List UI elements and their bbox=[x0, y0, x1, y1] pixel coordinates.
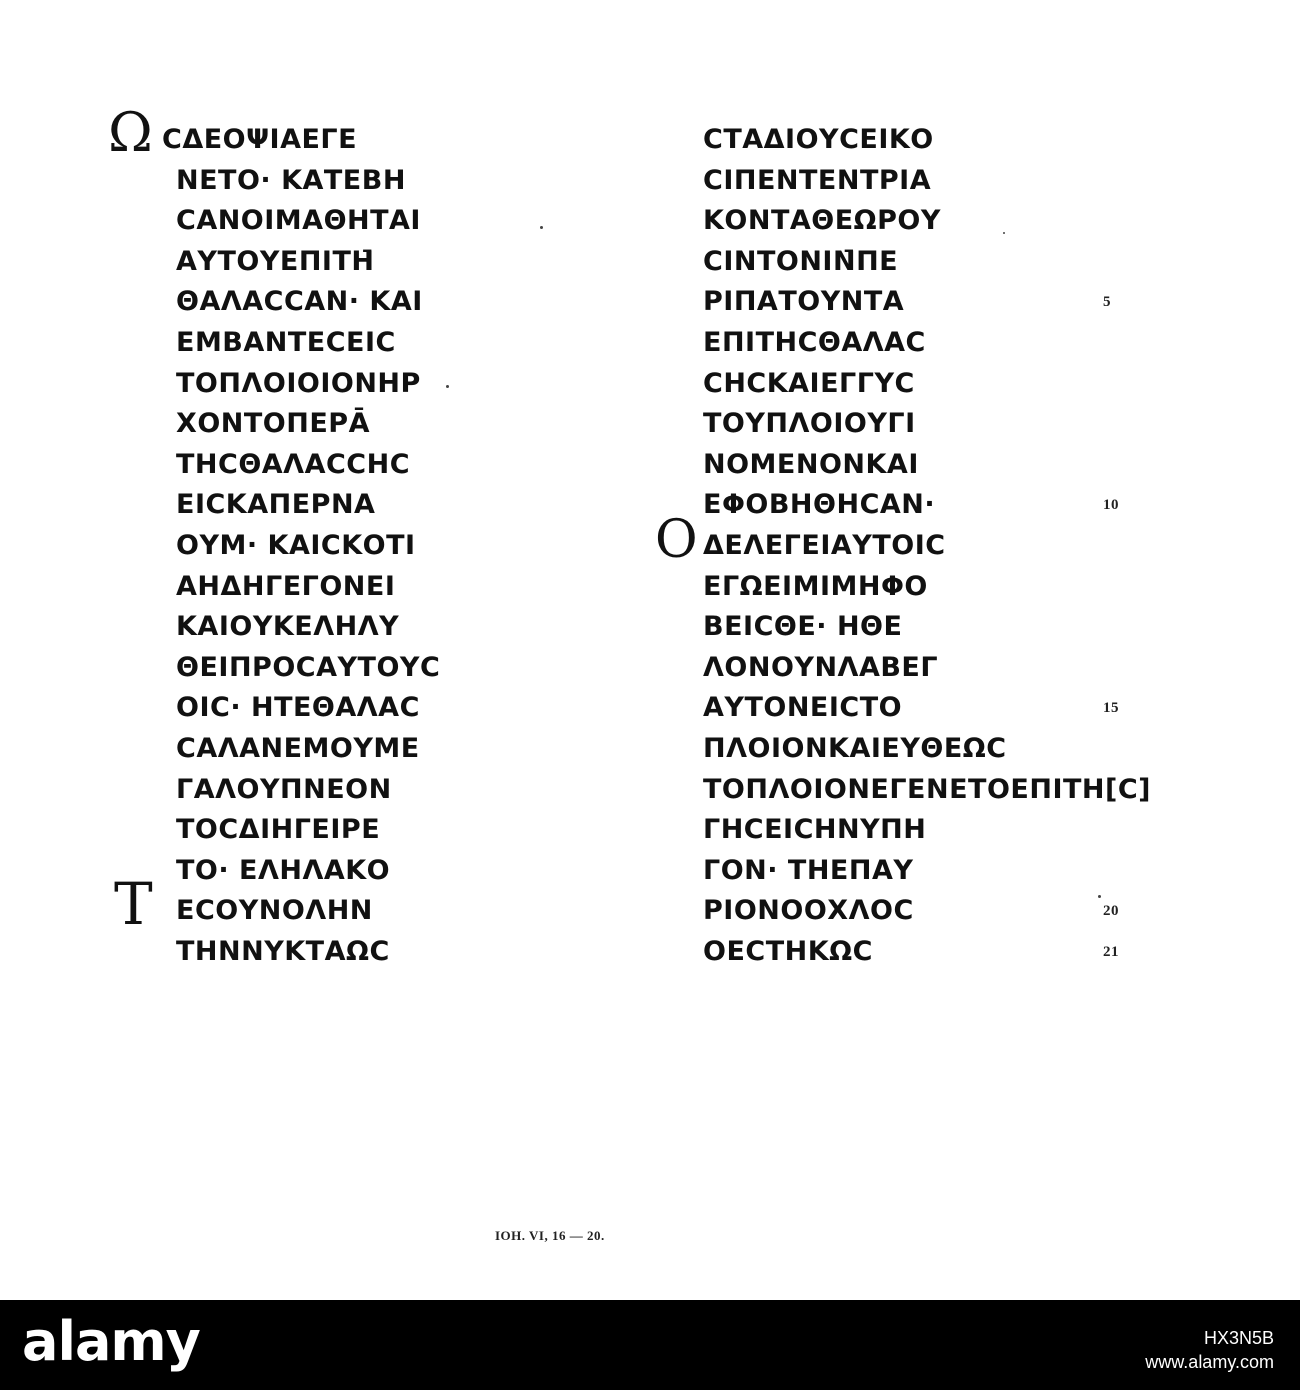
watermark-footer bbox=[0, 1300, 1300, 1390]
line-text: ΔΕΛΕΓΕΙΑΥΤΟΙC bbox=[703, 529, 946, 561]
line-text: ΤΟCΔΙΗΓΕΙΡΕ bbox=[176, 814, 381, 846]
line-text: ΤΟ· ΕΛΗΛΑΚΟ bbox=[176, 854, 391, 886]
text-line bbox=[655, 282, 1255, 323]
line-text: ΡΙΟΝΟΟΧΛΟC bbox=[703, 895, 914, 927]
line-text: CΙΝΤΟΝΙΝ̄ΠΕ bbox=[703, 245, 899, 277]
text-line bbox=[108, 282, 608, 323]
line-text: CΙΠΕΝΤΕΝΤΡΙΑ bbox=[703, 164, 932, 196]
text-line bbox=[108, 526, 608, 567]
text-line bbox=[108, 242, 608, 283]
line-text: CΤΑΔΙΟΥCΕΙΚΟ bbox=[703, 124, 934, 155]
line-text: ΝΕΤΟ· ΚΑΤΕΒΗ bbox=[176, 164, 406, 196]
line-text: CΑΛΑΝΕΜΟΥΜΕ bbox=[176, 732, 420, 764]
line-text: ΠΛΟΙΟΝΚΑΙΕΥΘΕΩC bbox=[703, 732, 1007, 764]
text-line bbox=[655, 485, 1255, 526]
text-line bbox=[655, 688, 1255, 729]
line-text: ΑΗΔΗΓΕΓΟΝΕΙ bbox=[176, 570, 396, 602]
line-text: ΕΜΒΑΝΤΕCΕΙC bbox=[176, 326, 396, 358]
line-text: ΑΥΤΟΝΕΙCΤΟ bbox=[703, 692, 903, 724]
text-line bbox=[108, 445, 608, 486]
line-text: ΡΙΠΑΤΟΥΝΤΑ bbox=[703, 286, 905, 318]
line-text: ΕΠΙΤΗCΘΑΛΑC bbox=[703, 326, 926, 358]
text-line bbox=[108, 810, 608, 851]
text-line bbox=[108, 404, 608, 445]
text-line bbox=[108, 101, 608, 164]
text-line bbox=[108, 364, 608, 405]
footer-url: www.alamy.com bbox=[1145, 1352, 1274, 1372]
line-text: ΕCΟΥΝΟΛΗΝ bbox=[176, 895, 373, 927]
text-line bbox=[655, 851, 1255, 892]
left-text-column bbox=[108, 101, 608, 972]
text-line bbox=[655, 120, 1255, 161]
initial-letter-omicron: Ο bbox=[655, 509, 699, 570]
line-text: ΟΕCΤΗΚΩC bbox=[703, 935, 873, 967]
text-line bbox=[108, 648, 608, 689]
line-number: 10 bbox=[1103, 497, 1119, 514]
text-line bbox=[655, 364, 1255, 405]
dust-speck bbox=[540, 226, 543, 229]
line-text: CΗCΚΑΙΕΓΓΥC bbox=[703, 367, 915, 399]
initial-letter-omega: Ω bbox=[108, 101, 154, 164]
line-text: ΟΥΜ· ΚΑΙCΚΟΤΙ bbox=[176, 529, 416, 561]
text-line bbox=[655, 161, 1255, 202]
alamy-logo: alamy bbox=[22, 1310, 200, 1373]
line-text: CΔΕΟΨΙΑΕΓΕ bbox=[162, 124, 358, 155]
line-text: ΘΕΙΠΡΟCΑΥΤΟΥC bbox=[176, 651, 441, 683]
text-line bbox=[108, 851, 608, 892]
line-text: ΛΟΝΟΥΝΛΑΒΕΓ bbox=[703, 651, 939, 683]
dust-speck bbox=[1003, 232, 1005, 234]
line-text: ΑΥΤΟΥΕΠΙΤΗ̄ bbox=[176, 245, 375, 277]
text-line bbox=[655, 567, 1255, 608]
text-line bbox=[108, 201, 608, 242]
text-line bbox=[655, 509, 1255, 570]
line-text: ΤΟΥΠΛΟΙΟΥΓΙ bbox=[703, 408, 916, 440]
text-line bbox=[108, 932, 608, 973]
text-line bbox=[655, 729, 1255, 770]
text-line bbox=[655, 770, 1255, 811]
initial-letter-tau: Τ bbox=[114, 870, 154, 939]
text-line bbox=[655, 323, 1255, 364]
image-id: HX3N5B bbox=[1203, 1328, 1274, 1348]
line-text: ΓΗCΕΙCΗΝΥΠΗ bbox=[703, 814, 927, 846]
text-line bbox=[108, 688, 608, 729]
text-line bbox=[655, 445, 1255, 486]
text-line bbox=[108, 729, 608, 770]
line-number: 20 bbox=[1103, 903, 1119, 920]
text-line bbox=[655, 891, 1255, 932]
line-text: ΤΗCΘΑΛΑCCΗC bbox=[176, 448, 411, 480]
line-text: ΕΙCΚΑΠΕΡΝΑ bbox=[176, 489, 376, 521]
text-line bbox=[108, 770, 608, 811]
text-line bbox=[655, 932, 1255, 973]
line-text: ΤΟΠΛΟΙΟΝΕΓΕΝΕΤΟΕΠΙΤΗ[C] bbox=[703, 773, 1152, 805]
line-text: ΤΟΠΛΟΙΟΙΟΝΗΡ bbox=[176, 367, 421, 399]
text-line bbox=[108, 161, 608, 202]
line-text: CΑΝΟΙΜΑΘΗΤΑΙ bbox=[176, 205, 421, 237]
line-text: ΤΗΝΝΥΚΤΑΩC bbox=[176, 935, 390, 967]
line-number: 15 bbox=[1103, 700, 1119, 717]
text-line bbox=[655, 648, 1255, 689]
line-text: ΚΟΝΤΑΘΕΩΡΟΥ bbox=[703, 205, 941, 237]
line-text: ΓΟΝ· ΤΗΕΠΑΥ bbox=[703, 854, 914, 886]
dust-speck bbox=[446, 385, 449, 388]
line-number: 21 bbox=[1103, 943, 1119, 960]
line-number: 5 bbox=[1103, 294, 1111, 311]
right-text-column bbox=[655, 120, 1255, 972]
line-text: ΕΦΟΒΗΘΗCΑΝ· bbox=[703, 489, 936, 521]
line-text: ΓΑΛΟΥΠΝΕΟΝ bbox=[176, 773, 392, 805]
text-line bbox=[655, 810, 1255, 851]
line-text: ΧΟΝΤΟΠΕΡᾹ bbox=[176, 408, 370, 440]
line-text: ΟΙC· ΗΤΕΘΑΛΑC bbox=[176, 692, 420, 724]
dust-speck bbox=[1098, 895, 1101, 898]
line-text: ΝΟΜΕΝΟΝΚΑΙ bbox=[703, 448, 919, 480]
text-line bbox=[655, 607, 1255, 648]
text-line bbox=[108, 485, 608, 526]
line-text: ΕΓΩΕΙΜΙΜΗΦΟ bbox=[703, 570, 928, 602]
text-line bbox=[655, 404, 1255, 445]
page-caption: IOH. VI, 16 — 20. bbox=[495, 1228, 605, 1243]
line-text: ΘΑΛΑCCΑΝ· ΚΑΙ bbox=[176, 286, 423, 318]
line-text: ΚΑΙΟΥΚΕΛΗΛΥ bbox=[176, 611, 400, 643]
text-line bbox=[108, 323, 608, 364]
text-line bbox=[108, 607, 608, 648]
line-text: ΒΕΙCΘΕ· ΗΘΕ bbox=[703, 611, 903, 643]
text-line bbox=[655, 242, 1255, 283]
text-line bbox=[655, 201, 1255, 242]
text-line bbox=[108, 567, 608, 608]
